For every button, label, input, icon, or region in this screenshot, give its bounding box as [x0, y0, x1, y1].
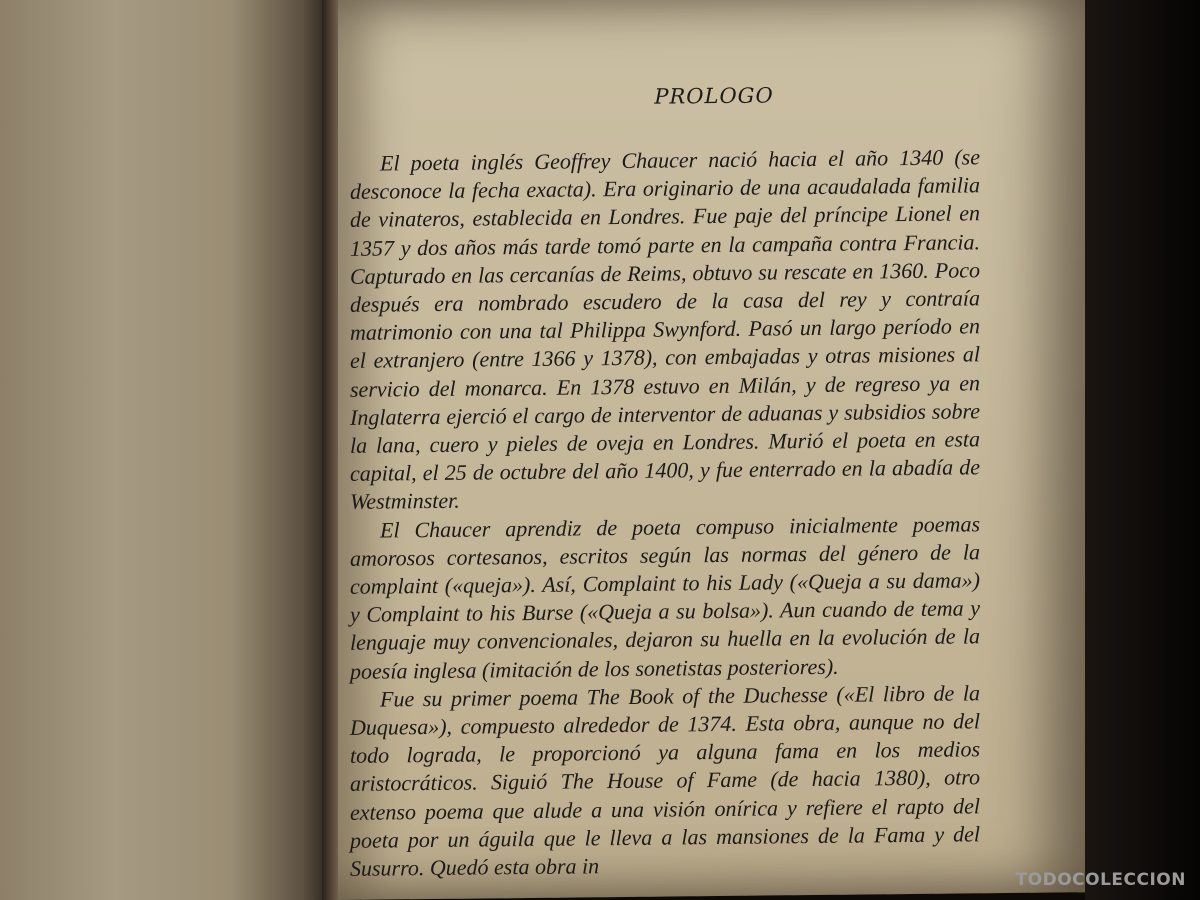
paragraph-1: El poeta inglés Geoffrey Chaucer nació hacia el año 1340 (se desconoce la fecha exacta). Era originario de una acaudalada familia de vinateros, establecida en Londres. Fue paje del príncipe Lionel en 1357 y dos años más tarde tomó parte en la campaña contra Francia. Capturado en las cercanías de Reims, obtuvo su rescate en 1360. Poco después era nombrado escudero de la casa del rey y contraía matrimonio con una tal Philippa Swynford. Pasó un largo período en el extranjero (entre 1366 y 1378), con embajadas y otras misiones al servicio del monarca. En 1378 estuvo en Milán, y de regreso ya en Inglaterra ejerció el cargo de interventor de aduanas y subsidios sobre la lana, cuero y pieles de oveja en Londres. Murió el poeta en esta capital, el 25 de octubre del año 1400, y fue enterrado en la abadía de Westminster. [350, 144, 980, 515]
left-page [0, 0, 330, 900]
page-title: PROLOGO [654, 83, 774, 109]
body-text [350, 143, 980, 883]
paragraph-2: El Chaucer aprendiz de poeta compuso inicialmente poemas amorosos cortesanos, escritos según las normas del género de la complaint («queja»). Así, Complaint to his Lady («Queja a su dama») y Complaint to his Burse («Queja a su bolsa»). Aun cuando de tema y lenguaje muy convencionales, dejaron su huella en la evolución de la poesía inglesa (imitación de los sonetistas posteriores). [350, 510, 980, 684]
background-shadow [1085, 0, 1200, 900]
right-page [338, 0, 1090, 900]
watermark: TODOCOLECCION [1015, 870, 1186, 890]
paragraph-3: Fue su primer poema The Book of the Duchesse («El libro de la Duquesa»), compuesto alrededor de 1374. Esta obra, aunque no del todo lograda, le proporcionó ya alguna fama en los medios aristocráticos. Siguió The House of Fame (de hacia 1380), otro extenso poema que alude a una visión onírica y refiere el rapto del poeta por un águila que le lleva a las mansiones de la Fama y del Susurro. Quedó esta obra in [350, 680, 980, 881]
